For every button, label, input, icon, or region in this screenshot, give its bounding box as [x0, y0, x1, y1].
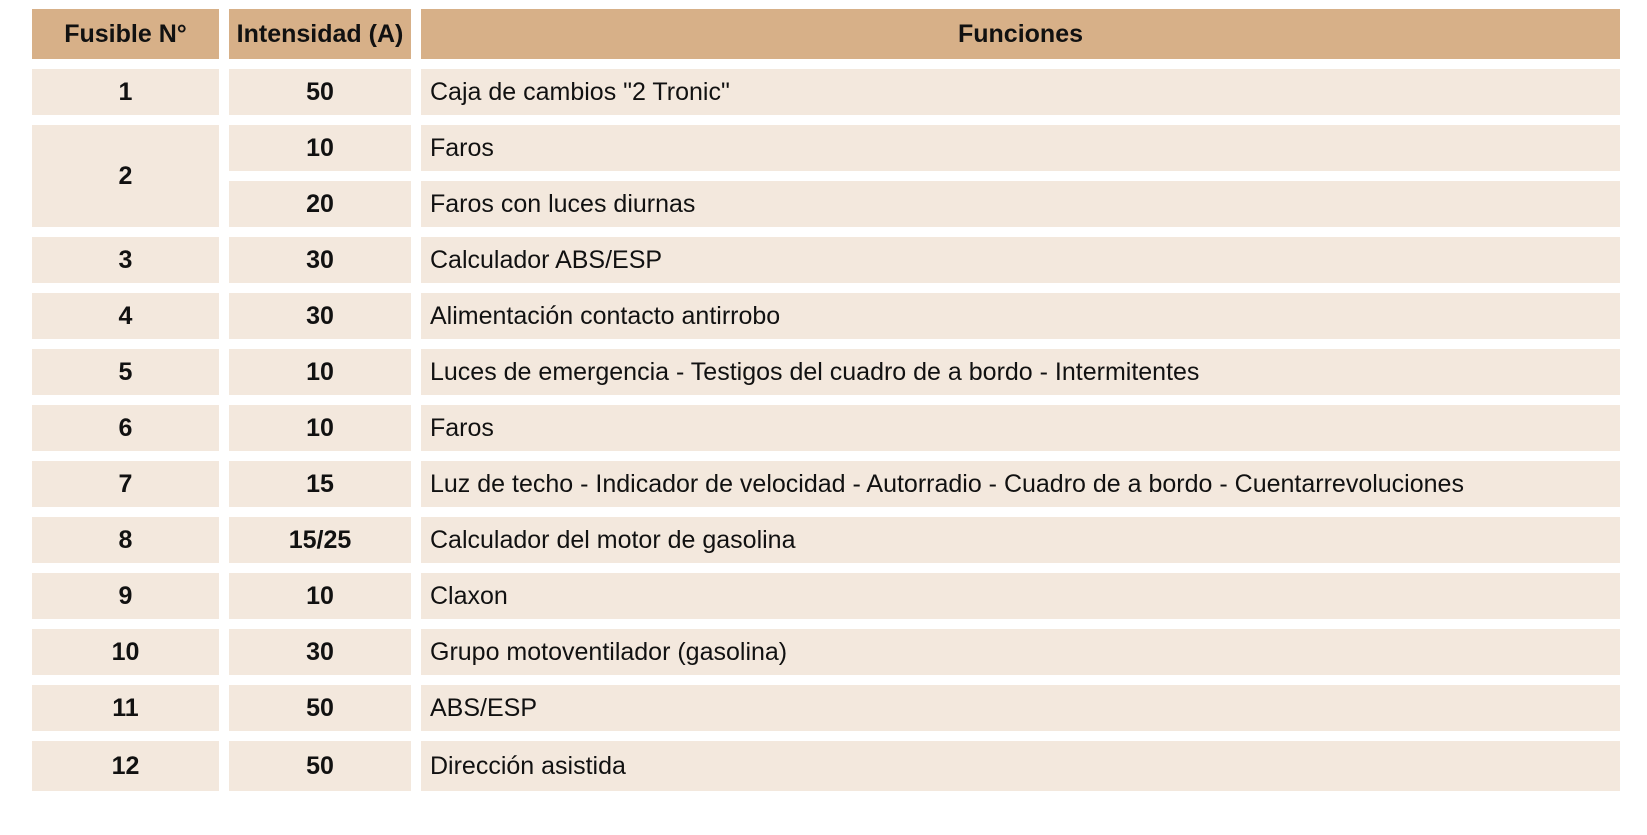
fuse-number-cell: 9: [32, 573, 219, 619]
intensity-cell: 50: [229, 741, 411, 791]
header-functions: Funciones: [421, 9, 1620, 59]
table-row: [32, 517, 1620, 563]
function-cell: Calculador del motor de gasolina: [421, 517, 1620, 563]
intensity-cell: 10: [229, 405, 411, 451]
table-row: [32, 741, 1620, 791]
intensity-cell: 15/25: [229, 517, 411, 563]
table-row: [32, 69, 1620, 115]
header-row: [32, 9, 1620, 59]
table-row: [32, 349, 1620, 395]
intensity-cell: 50: [229, 69, 411, 115]
intensity-cell: 10: [229, 125, 411, 171]
function-cell: Caja de cambios "2 Tronic": [421, 69, 1620, 115]
table-body: [32, 69, 1620, 791]
header-intensity: Intensidad (A): [229, 9, 411, 59]
function-cell: Alimentación contacto antirrobo: [421, 293, 1620, 339]
function-cell: Luz de techo - Indicador de velocidad - Autorradio - Cuadro de a bordo - Cuentarrevoluciones: [421, 461, 1620, 507]
function-cell: Faros con luces diurnas: [421, 181, 1620, 227]
function-cell: Claxon: [421, 573, 1620, 619]
fuse-number-cell: 3: [32, 237, 219, 283]
table-row: [32, 181, 1620, 227]
table-header: [32, 9, 1620, 59]
function-cell: ABS/ESP: [421, 685, 1620, 731]
function-cell: Calculador ABS/ESP: [421, 237, 1620, 283]
intensity-cell: 30: [229, 629, 411, 675]
fuse-number-cell: 10: [32, 629, 219, 675]
fuse-number-cell: 5: [32, 349, 219, 395]
intensity-cell: 15: [229, 461, 411, 507]
fuse-number-cell: 2: [32, 125, 219, 227]
fuse-table: [22, 0, 1630, 801]
intensity-cell: 50: [229, 685, 411, 731]
intensity-cell: 10: [229, 573, 411, 619]
header-fuse-number: Fusible N°: [32, 9, 219, 59]
function-cell: Dirección asistida: [421, 741, 1620, 791]
fuse-number-cell: 1: [32, 69, 219, 115]
fuse-number-cell: 12: [32, 741, 219, 791]
table-row: [32, 629, 1620, 675]
table-row: [32, 461, 1620, 507]
table-row: [32, 237, 1620, 283]
intensity-cell: 30: [229, 293, 411, 339]
intensity-cell: 10: [229, 349, 411, 395]
table-row: [32, 685, 1620, 731]
table-row: [32, 125, 1620, 171]
intensity-cell: 20: [229, 181, 411, 227]
function-cell: Faros: [421, 125, 1620, 171]
fuse-number-cell: 7: [32, 461, 219, 507]
function-cell: Luces de emergencia - Testigos del cuadro de a bordo - Intermitentes: [421, 349, 1620, 395]
fuse-number-cell: 11: [32, 685, 219, 731]
fuse-number-cell: 8: [32, 517, 219, 563]
function-cell: Grupo motoventilador (gasolina): [421, 629, 1620, 675]
function-cell: Faros: [421, 405, 1620, 451]
table-row: [32, 405, 1620, 451]
table-row: [32, 293, 1620, 339]
intensity-cell: 30: [229, 237, 411, 283]
table-row: [32, 573, 1620, 619]
fuse-number-cell: 4: [32, 293, 219, 339]
fuse-number-cell: 6: [32, 405, 219, 451]
